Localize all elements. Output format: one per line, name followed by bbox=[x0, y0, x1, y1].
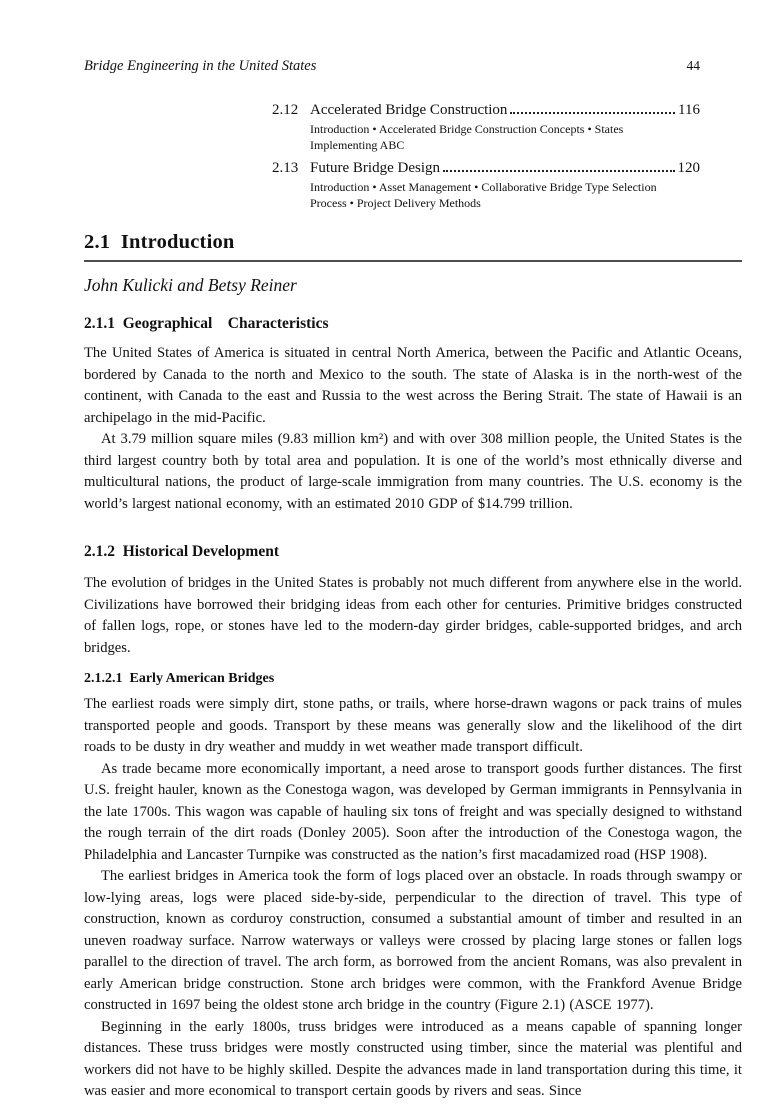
title-rule-divider bbox=[84, 260, 742, 262]
toc-entry-page: 120 bbox=[677, 160, 700, 176]
toc-entry-title: Accelerated Bridge Construction bbox=[310, 102, 508, 118]
toc-dot-leader bbox=[510, 111, 675, 114]
toc-entry-line bbox=[310, 160, 700, 177]
subsection-heading-geographical: 2.1.1 Geographical Characteristics bbox=[84, 315, 329, 332]
toc-entry-body bbox=[310, 102, 700, 153]
page-content bbox=[84, 58, 742, 1103]
toc-entry bbox=[272, 102, 700, 153]
body-paragraph: The earliest bridges in America took the form of logs placed over an obstacle. In roads through swampy or low-lying areas, logs were placed side-by-side, perpendicular to the direction of travel. This type of construction, known as corduroy construction, consumed a substantial amount of timber and resulted in an uneven roadway surface. Narrow waterways or valleys were crossed by placing large stones or fallen logs parallel to the direction of travel. The arch form, as borrowed from the ancient Romans, was also prevalent in early American bridge construction. Stone arch bridges were common, with the Frankford Avenue Bridge constructed in 1697 being the oldest stone arch bridge in the country (Figure 2.1) (ASCE 1977). bbox=[84, 868, 742, 1013]
body-paragraph: As trade became more economically important, a need arose to transport goods further distances. The first U.S. freight hauler, known as the Conestoga wagon, was developed by German immigrants in Pennsylvania in the late 1700s. This wagon was capable of hauling six tons of freight and was specially designed to withstand the rough terrain of the dirt roads (Donley 2005). Soon after the introduction of the Conestoga wagon, the Philadelphia and Lancaster Turnpike was constructed as the nation’s first macadamized road (HSP 1908). bbox=[84, 760, 742, 863]
body-paragraph: The earliest roads were simply dirt, stone paths, or trails, where horse-drawn wagons or pack trains of mules transported people and goods. Transport by these means was generally slow and the likelihood of the dirt roads to be dusty in dry weather and muddy in wet weather made transport difficult. bbox=[84, 696, 742, 755]
section-title: 2.1 Introduction bbox=[84, 231, 235, 253]
subsection-heading-historical: 2.1.2 Historical Development bbox=[84, 543, 280, 560]
toc-entry-subtopics: Introduction • Accelerated Bridge Construction Concepts • States Implementing ABC bbox=[310, 122, 624, 152]
toc-entry-body bbox=[310, 160, 700, 211]
toc-entry-number: 2.12 bbox=[272, 102, 299, 118]
running-header bbox=[84, 58, 742, 75]
body-paragraph: The evolution of bridges in the United States is probably not much different from anywhere else in the world. Civilizations have borrowed their bridging ideas from each other for centuries. Primitive bridges constructed of fallen logs, rope, or stones have led to the modern-day girder bridges, cable-supported bridges, and arch bridges. bbox=[84, 575, 742, 656]
body-paragraph: The United States of America is situated in central North America, between the Pacific and Atlantic Oceans, bordered by Canada to the north and Mexico to the south. The state of Alaska is in the north-west of the continent, with Canada to the east and Russia to the west across the Bering Strait. The state of Hawaii is an archipelago in the mid-Pacific. bbox=[84, 345, 742, 426]
authors-line: John Kulicki and Betsy Reiner bbox=[84, 275, 297, 295]
running-header-title: Bridge Engineering in the United States bbox=[84, 58, 317, 74]
toc-entry-subtopics: Introduction • Asset Management • Collaborative Bridge Type Selection Process • Project Delivery Methods bbox=[310, 180, 657, 210]
subsubsection-heading-early-bridges: 2.1.2.1 Early American Bridges bbox=[84, 671, 275, 686]
toc-entry-title: Future Bridge Design bbox=[310, 160, 440, 176]
toc-entry-line bbox=[310, 102, 700, 119]
body-paragraph: Beginning in the early 1800s, truss bridges were introduced as a means capable of spanning longer distances. These truss bridges were mostly constructed using timber, since the material was plentiful and workers did not have to be highly skilled. Despite the advances made in land transportation during this time, it was easier and more economical to transport certain goods by rivers and seas. Since bbox=[84, 1018, 742, 1099]
body-paragraph: At 3.79 million square miles (9.83 million km²) and with over 308 million people, the United States is the third largest country both by total area and population. It is one of the world’s most ethnically diverse and multicultural nations, the product of large-scale immigration from many countries. The U.S. economy is the world’s largest national economy, with an estimated 2010 GDP of $14.799 trillion. bbox=[84, 431, 742, 512]
toc-dot-leader bbox=[443, 169, 675, 172]
toc-entry-number: 2.13 bbox=[272, 160, 299, 176]
toc-entry bbox=[272, 160, 700, 211]
table-of-contents-fragment bbox=[272, 102, 700, 211]
toc-entry-page: 116 bbox=[678, 102, 700, 118]
page-number: 44 bbox=[686, 58, 700, 73]
